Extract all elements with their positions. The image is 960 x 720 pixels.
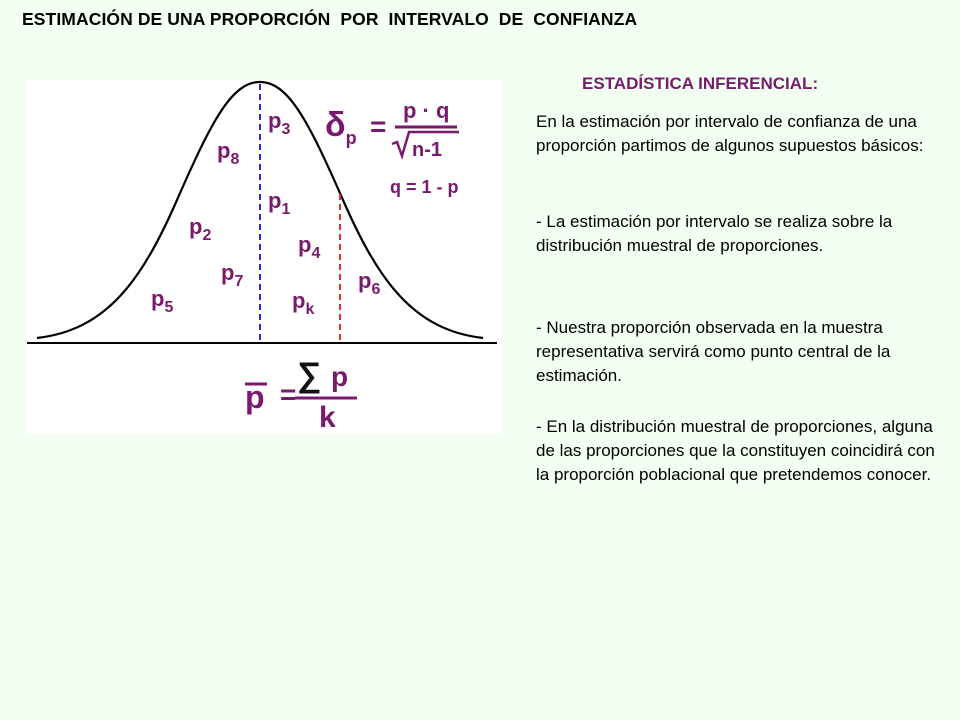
intro-paragraph: En la estimación por intervalo de confianza de una proporción partimos de algunos supuestos básicos: — [536, 112, 924, 155]
label-p1: p1 — [268, 188, 291, 218]
q-formula: q = 1 - p — [390, 177, 459, 197]
label-p7: p7 — [221, 260, 244, 290]
svg-text:p: p — [331, 361, 349, 392]
svg-text:=: = — [370, 111, 387, 142]
svg-text:p: p — [245, 379, 265, 415]
svg-text:δp: δp — [325, 106, 357, 148]
p-bar-formula — [245, 356, 357, 434]
label-p3: p3 — [268, 108, 291, 138]
label-p4: p4 — [298, 232, 321, 262]
label-p2: p2 — [189, 214, 212, 244]
bullet-point-1: - La estimación por intervalo se realiza sobre la distribución muestral de proporciones. — [536, 212, 893, 255]
svg-text:n-1: n-1 — [412, 139, 442, 161]
bullet-point-2: - Nuestra proporción observada en la muestra representativa servirá como punto central de la estimación. — [536, 318, 891, 385]
delta-p-formula — [325, 98, 459, 161]
svg-text:p · q: p · q — [403, 98, 450, 123]
svg-text:=: = — [280, 379, 297, 410]
sampling-distribution-diagram — [27, 80, 501, 434]
diagram-canvas — [27, 80, 501, 434]
section-heading: ESTADÍSTICA INFERENCIAL: — [582, 74, 819, 93]
slide-title: ESTIMACIÓN DE UNA PROPORCIÓN POR INTERVALO DE CONFIANZA — [22, 9, 638, 29]
label-p6: p6 — [358, 268, 381, 298]
label-pk: pk — [292, 288, 315, 318]
label-p5: p5 — [151, 286, 174, 316]
svg-text:∑: ∑ — [297, 356, 322, 394]
label-p8: p8 — [217, 138, 240, 168]
svg-text:k: k — [319, 401, 336, 434]
bullet-point-3: - En la distribución muestral de proporciones, alguna de las proporciones que la constituyen coincidirá con la proporción poblacional que pretendemos conocer. — [536, 417, 935, 484]
